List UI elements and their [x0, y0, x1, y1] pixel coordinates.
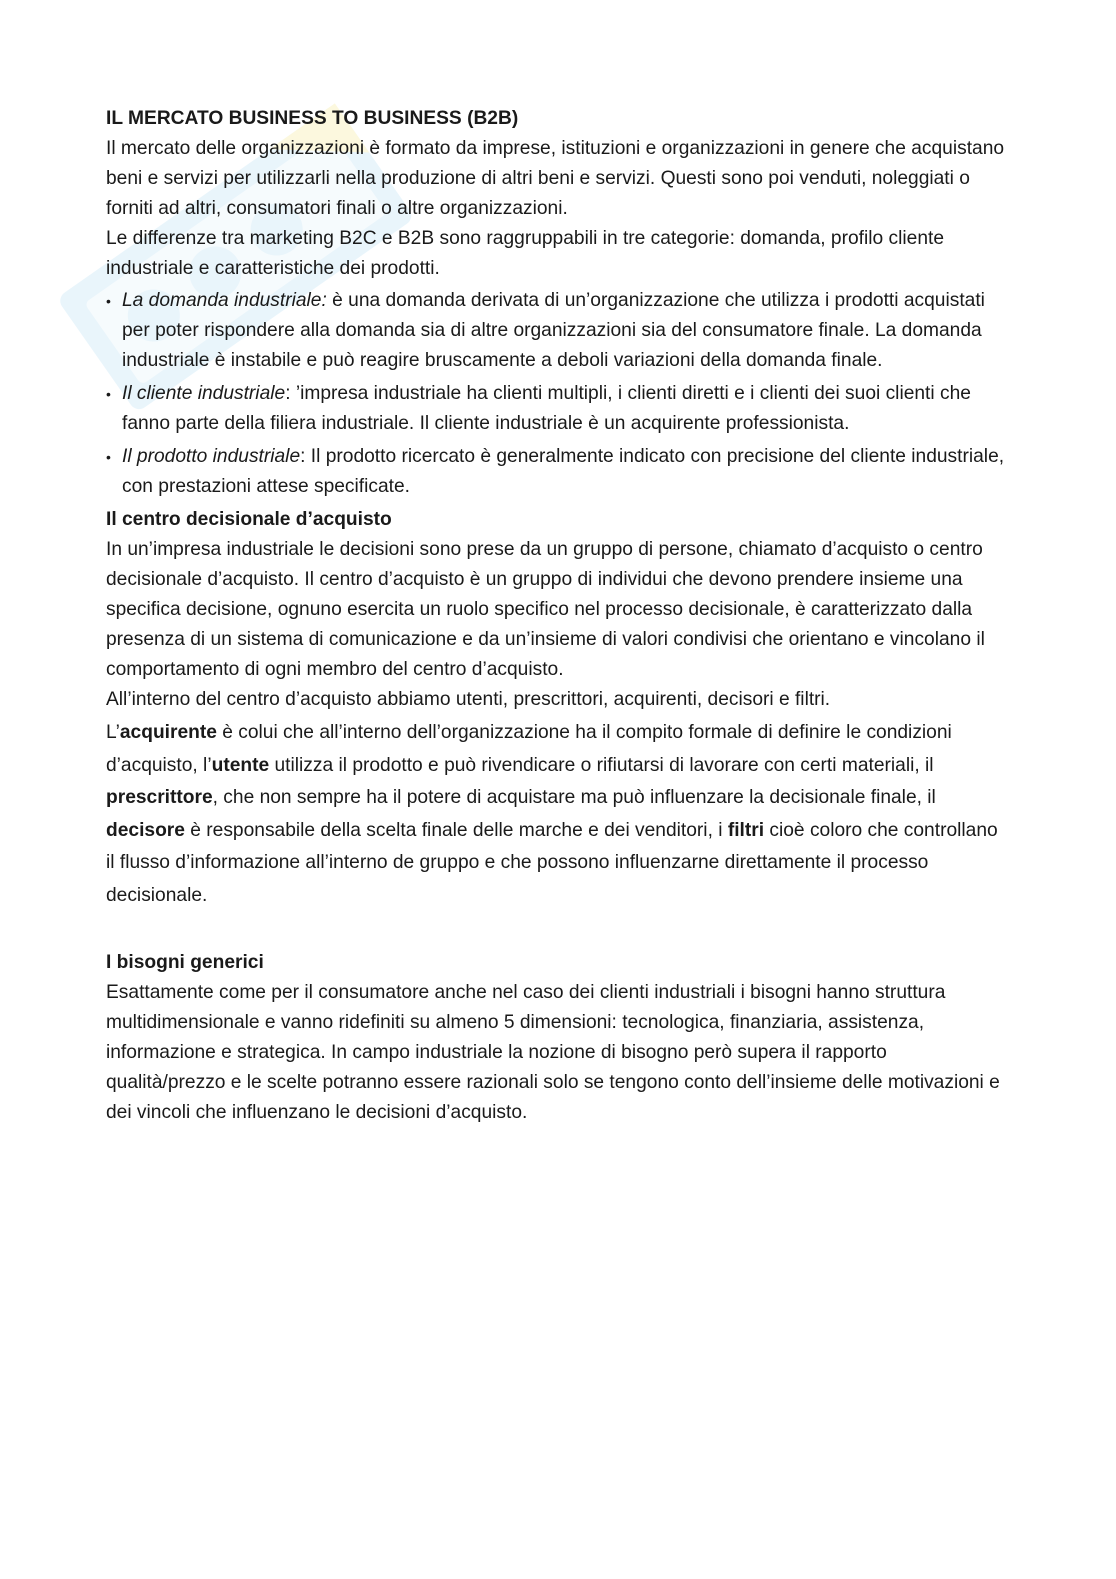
roles-text: L’ — [106, 722, 120, 743]
bullet-term: Il prodotto industriale — [122, 446, 301, 467]
bullet-icon: • — [106, 293, 111, 309]
section-heading-centro: Il centro decisionale d’acquisto — [106, 509, 392, 530]
roles-text: utilizza il prodotto e può rivendicare o rifiutarsi di lavorare con certi materiali, il — [269, 754, 934, 776]
document-title: IL MERCATO BUSINESS TO BUSINESS (B2B) — [106, 108, 519, 129]
section-spacer — [106, 912, 1006, 948]
centro-paragraph-2: All’interno del centro d’acquisto abbiamo utenti, prescrittori, acquirenti, decisori e filtri. — [106, 689, 831, 710]
term-prescrittore: prescrittore — [106, 787, 213, 808]
bullet-icon: • — [106, 386, 111, 402]
bisogni-paragraph: Esattamente come per il consumatore anche nel caso dei clienti industriali i bisogni hanno struttura multidimensionale e vanno ridefiniti su almeno 5 dimensioni: tecnologica, finanziaria, assistenza, informazione e strategica. In campo industriale la nozione di bisogno però supera il rapporto qualità/prezzo e le scelte potranno essere razionali solo se tengono conto dell’insieme delle motivazioni e dei vincoli che influenzano le decisioni d’acquisto. — [106, 982, 1000, 1123]
roles-paragraph — [106, 717, 1006, 912]
roles-text: , che non sempre ha il potere di acquistare ma può influenzare la decisionale finale, il — [212, 787, 936, 808]
roles-text: cioè coloro che controllano il flusso d’informazione all’interno de gruppo e che possono influenzarne direttamente il processo decisionale. — [106, 819, 998, 906]
bullet-term: Il cliente industriale — [122, 383, 286, 404]
roles-text: è colui che all’interno dell’organizzazione ha il compito formale di definire le condizioni d’acquisto, l’ — [106, 722, 952, 776]
bullet-text: : ’impresa industriale ha clienti multipli, i clienti diretti e i clienti dei suoi clienti che fanno parte della filiera industriale. Il cliente industriale è un acquirente professionista. — [122, 383, 971, 434]
centro-paragraph-1: In un’impresa industriale le decisioni sono prese da un gruppo di persone, chiamato d’acquisto o centro decisionale d’acquisto. Il centro d’acquisto è un gruppo di individui che devono prendere insieme una specifica decisione, ognuno esercita un ruolo specifico nel processo decisionale, è caratterizzato dalla presenza di un sistema di comunicazione e da un’insieme di valori condivisi che orientano e vincolano il comportamento di ogni membro del centro d’acquisto. — [106, 539, 985, 680]
list-item — [106, 379, 1006, 439]
list-item — [106, 442, 1006, 502]
term-filtri: filtri — [727, 819, 765, 841]
term-acquirente: acquirente — [119, 722, 217, 743]
bullet-term: La domanda industriale: — [122, 290, 327, 311]
term-decisore: decisore — [106, 819, 185, 841]
bullet-text: : Il prodotto ricercato è generalmente indicato con precisione del cliente industriale, con prestazioni attese specificate. — [122, 446, 1005, 497]
bullet-text: è una domanda derivata di un’organizzazione che utilizza i prodotti acquistati per poter rispondere alla domanda sia di altre organizzazioni sia del consumatore finale. La domanda industriale è instabile e può reagire bruscamente a deboli variazioni della domanda finale. — [122, 290, 985, 371]
bullet-list — [106, 286, 1006, 502]
intro-paragraph-2: Le differenze tra marketing B2C e B2B sono raggruppabili in tre categorie: domanda, profilo cliente industriale e caratteristiche dei prodotti. — [106, 228, 944, 279]
term-utente: utente — [211, 754, 270, 776]
section-heading-bisogni: I bisogni generici — [106, 952, 264, 973]
intro-paragraph-1: Il mercato delle organizzazioni è formato da imprese, istituzioni e organizzazioni in genere che acquistano beni e servizi per utilizzarli nella produzione di altri beni e servizi. Questi sono poi venduti, noleggiati o forniti ad altri, consumatori finali o altre organizzazioni. — [106, 138, 1005, 219]
document-page — [106, 104, 1006, 1128]
list-item — [106, 286, 1006, 376]
roles-text: è responsabile della scelta finale delle marche e dei venditori, i — [184, 819, 728, 841]
bullet-icon: • — [106, 449, 111, 465]
